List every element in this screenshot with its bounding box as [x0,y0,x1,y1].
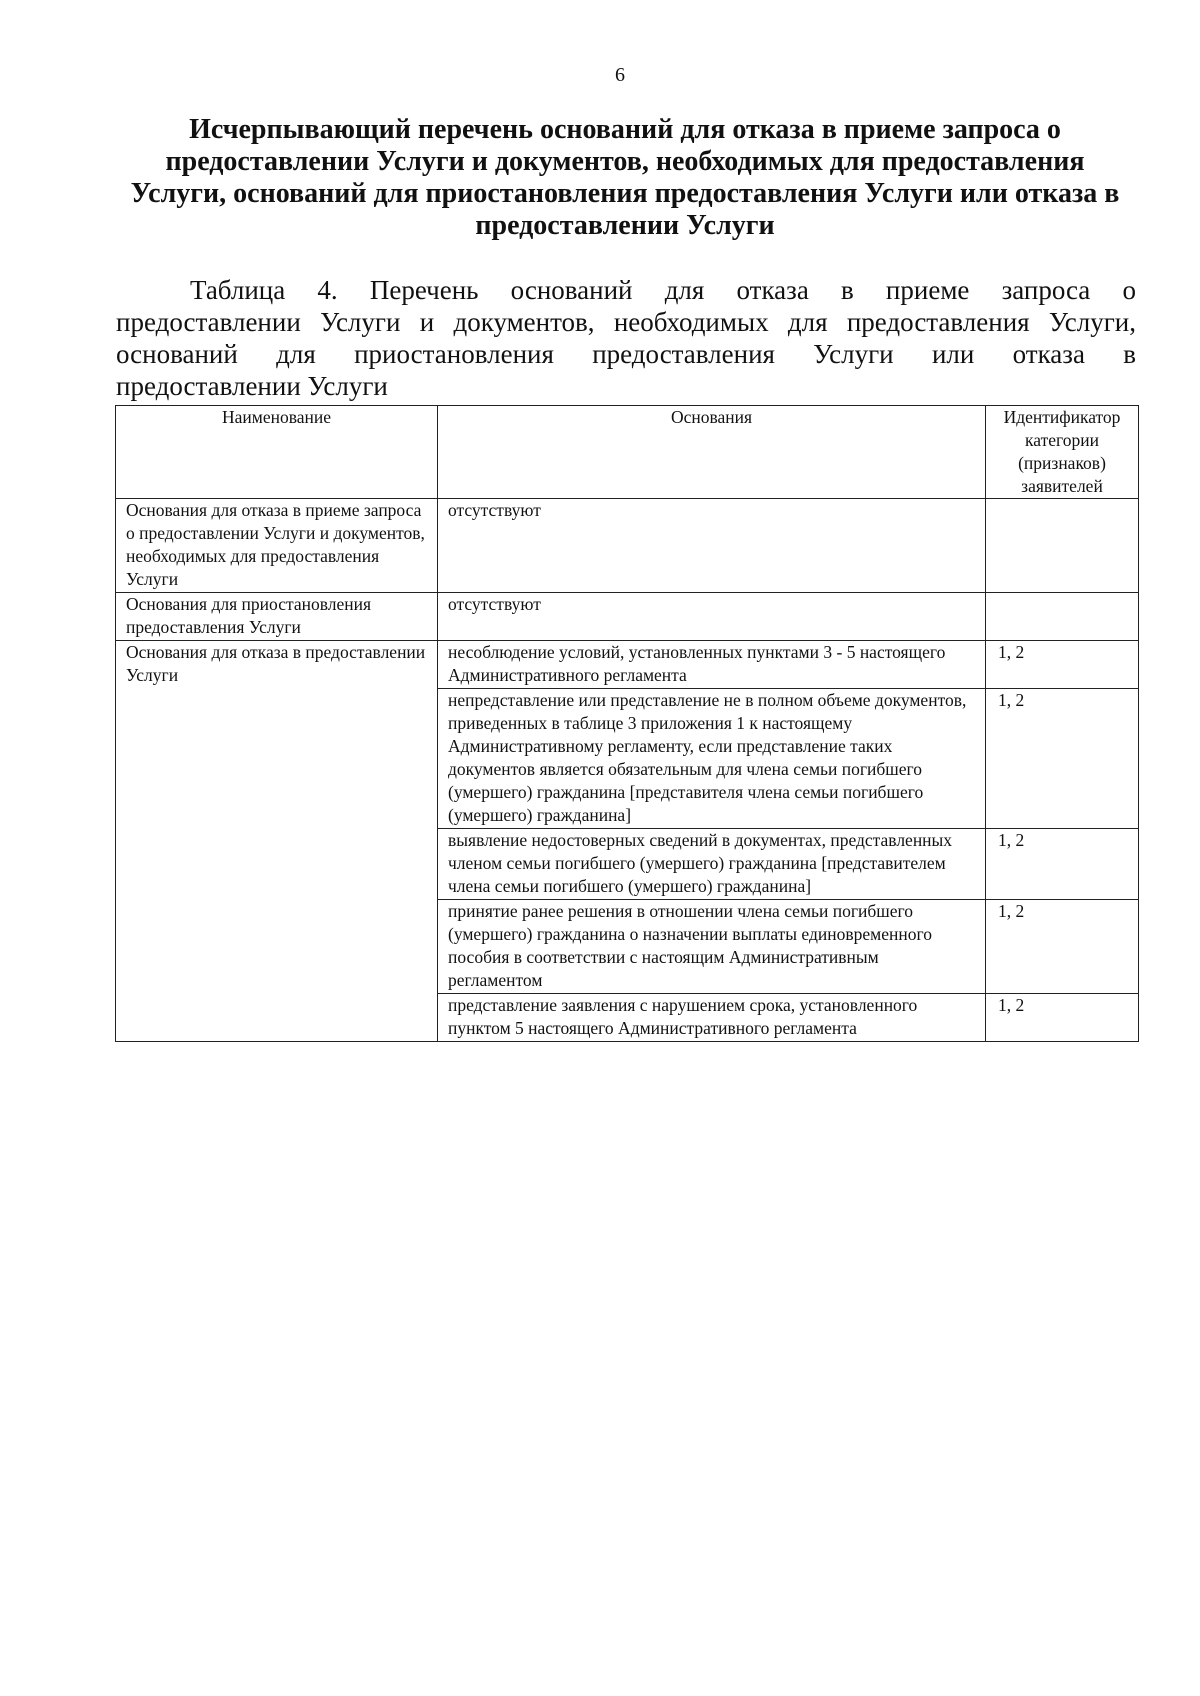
row-grounds-cell: принятие ранее решения в отношении члена семьи погибшего (умершего) гражданина о назначении выплаты единовременного пособия в соответствии с настоящим Административным регламентом [438,900,986,994]
title-line: предоставлении Услуги и документов, необходимых для предоставления [165,146,1085,177]
table-row [116,641,1139,689]
row-name-cell: Основания для отказа в предоставлении Услуги [116,641,438,1042]
row-identifier-cell: 1, 2 [986,994,1139,1042]
row-name-cell: Основания для приостановления предоставления Услуги [116,593,438,641]
table-row [116,499,1139,593]
title-line: Исчерпывающий перечень оснований для отказа в приеме запроса о [189,114,1061,145]
title-line: предоставлении Услуги [475,210,775,241]
row-grounds-cell: выявление недостоверных сведений в документах, представленных членом семьи погибшего (умершего) гражданина [представителем члена семьи погибшего (умершего) гражданина] [438,829,986,900]
row-identifier-cell: 1, 2 [986,900,1139,994]
caption-line: предоставлении Услуги [116,371,388,401]
table-row [116,593,1139,641]
row-grounds-cell: несоблюдение условий, установленных пунктами 3 - 5 настоящего Административного регламента [438,641,986,689]
table-header-row [116,406,1139,499]
row-grounds-cell: отсутствуют [438,593,986,641]
row-grounds-cell: отсутствуют [438,499,986,593]
caption-line: Таблица 4. Перечень оснований для отказа в приеме запроса о [190,275,1136,305]
column-header-identifier: Идентификатор категории (признаков) заявителей [986,406,1139,499]
grounds-table [115,405,1139,1042]
row-name-cell: Основания для отказа в приеме запроса о предоставлении Услуги и документов, необходимых для предоставления Услуги [116,499,438,593]
page-number: 6 [615,64,625,86]
column-header-grounds: Основания [438,406,986,499]
caption-line: оснований для приостановления предоставления Услуги или отказа в [116,339,1136,369]
row-identifier-cell [986,593,1139,641]
column-header-name: Наименование [116,406,438,499]
row-identifier-cell: 1, 2 [986,689,1139,829]
title-line: Услуги, оснований для приостановления предоставления Услуги или отказа в [130,178,1120,209]
row-identifier-cell: 1, 2 [986,641,1139,689]
row-grounds-cell: представление заявления с нарушением срока, установленного пунктом 5 настоящего Административного регламента [438,994,986,1042]
row-grounds-cell: непредставление или представление не в полном объеме документов, приведенных в таблице 3 приложения 1 к настоящему Административному регламенту, если представление таких документов является обязательным для члена семьи погибшего (умершего) гражданина [представителя члена семьи погибшего (умершего) гражданина] [438,689,986,829]
caption-line: предоставлении Услуги и документов, необходимых для предоставления Услуги, [116,307,1136,337]
table-caption [116,274,1136,402]
row-identifier-cell [986,499,1139,593]
row-identifier-cell: 1, 2 [986,829,1139,900]
document-title [120,114,1130,242]
